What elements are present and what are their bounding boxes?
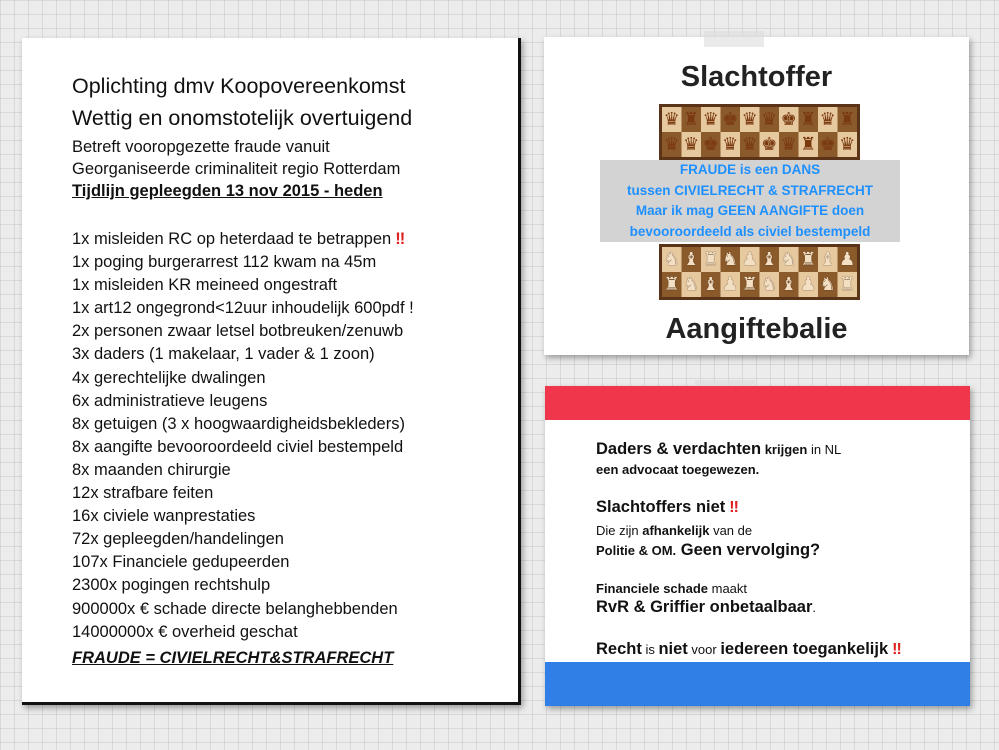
chess-piece-icon: ♛ [663,134,680,154]
chessboard-bottom [659,244,860,300]
chess-piece-icon: ♛ [722,134,739,154]
fact-item: 12x strafbare feiten [72,484,214,503]
p2-line3: Politie & OM. Geen vervolging? [596,541,821,559]
rights-poster [545,386,970,706]
p3-line1: Financiele schade maakt [596,581,748,596]
fact-item: 72x gepleegden/handelingen [72,530,284,549]
chess-piece-icon: ♜ [741,274,758,294]
fact-item: 8x maanden chirurgie [72,460,231,479]
chess-pieces-dark [662,107,857,157]
fact-item: 2300x pogingen rechtshulp [72,576,271,595]
note-title-line1: Oplichting dmv Koopovereenkomst [72,74,406,98]
chess-piece-icon: ♞ [780,249,797,269]
p4-line: Recht is niet voor iedereen toegankelijk ‼ [596,640,901,658]
chess-piece-icon: ♜ [800,134,817,154]
banner-line: bevooroordeeld als civiel bestempeld [629,223,871,239]
fact-item: 4x gerechtelijke dwalingen [72,368,266,387]
chess-piece-icon: ♟ [741,249,758,269]
fact-item: 3x daders (1 makelaar, 1 vader & 1 zoon) [72,345,375,364]
chess-piece-icon: ♞ [761,274,778,294]
banner-line: FRAUDE is een DANS [679,162,821,177]
fact-item: 16x civiele wanprestaties [72,507,256,526]
chess-piece-icon: ♚ [702,134,719,154]
chess-piece-icon: ♝ [780,274,797,294]
chess-piece-icon: ♜ [663,274,680,294]
chess-piece-icon: ♚ [780,109,797,129]
p1-line1: Daders & verdachten krijgen in NL [596,440,842,458]
chess-piece-icon: ♝ [683,249,700,269]
flag-red-stripe [545,386,970,420]
fraud-banner [600,160,900,242]
chess-piece-icon: ♛ [663,109,680,129]
exclamation-icon: ‼ [729,499,738,516]
flag-blue-stripe [545,662,970,706]
note-subtitle-line2: Georganiseerde criminaliteit regio Rotterdam [72,160,401,178]
p1-line2: een advocaat toegewezen. [596,462,760,477]
chess-piece-icon: ♜ [839,274,856,294]
chess-piece-icon: ♚ [819,134,836,154]
chess-pieces-light [662,247,857,297]
victim-poster [544,37,969,355]
chess-piece-icon: ♞ [819,274,836,294]
note-subtitle-line1: Betreft vooropgezette fraude vanuit [72,138,330,156]
fact-item: 900000x € schade directe belanghebbenden [72,599,398,618]
p3-line2: RvR & Griffier onbetaalbaar. [596,598,817,616]
chess-piece-icon: ♝ [702,274,719,294]
chess-piece-icon: ♟ [722,274,739,294]
exclamation-icon: ‼ [892,641,901,658]
chess-piece-icon: ♛ [780,134,797,154]
fact-item: 107x Financiele gedupeerden [72,553,290,572]
chessboard-top [659,104,860,160]
fact-item: 14000000x € overheid geschat [72,622,298,641]
chess-piece-icon: ♟ [800,274,817,294]
chess-piece-icon: ♞ [683,274,700,294]
fact-item: 6x administratieve leugens [72,391,268,410]
tape-strip [704,31,764,47]
chess-piece-icon: ♛ [741,109,758,129]
chess-piece-icon: ♚ [761,134,778,154]
chess-piece-icon: ♜ [800,249,817,269]
fact-item: 1x art12 ongegrond<12uur inhoudelijk 600pdf ! [72,299,414,318]
fact-item: 1x poging burgerarrest 112 kwam na 45m [72,253,377,272]
chess-piece-icon: ♛ [683,134,700,154]
fraud-summary-note [22,38,521,705]
fact-item: 2x personen zwaar letsel botbreuken/zenuwb [72,322,404,341]
note-title-line2: Wettig en onomstotelijk overtuigend [72,106,413,130]
fact-item: 8x getuigen (3 x hoogwaardigheidsbekleders) [72,414,405,433]
fact-item: 1x misleiden KR meineed ongestraft [72,276,338,295]
exclamation-icon: ‼ [395,230,405,248]
chess-piece-icon: ♞ [722,249,739,269]
chess-piece-icon: ♟ [839,249,856,269]
chess-piece-icon: ♜ [702,249,719,269]
chess-piece-icon: ♛ [761,109,778,129]
chess-piece-icon: ♜ [683,109,700,129]
chess-piece-icon: ♞ [663,249,680,269]
chess-piece-icon: ♛ [819,109,836,129]
chess-piece-icon: ♛ [741,134,758,154]
p2-line1: Slachtoffers niet ‼ [596,498,738,516]
p2-line2: Die zijn afhankelijk van de [596,523,753,538]
banner-line: tussen CIVIELRECHT & STRAFRECHT [626,182,873,198]
chess-piece-icon: ♛ [702,109,719,129]
banner-line: Maar ik mag GEEN AANGIFTE doen [635,203,865,218]
fact-item: 1x misleiden RC op heterdaad te betrappen ‼ [72,230,405,248]
note-footer: FRAUDE = CIVIELRECHT&STRAFRECHT [72,649,394,667]
fact-item: 8x aangifte bevooroordeeld civiel bestempeld [72,437,404,456]
timeline-heading: Tijdlijn gepleegden 13 nov 2015 - heden [72,182,383,200]
poster-title: Slachtoffer [680,61,833,93]
poster-bottom-title: Aangiftebalie [665,313,848,345]
chess-piece-icon: ♝ [819,249,836,269]
chess-piece-icon: ♚ [722,109,739,129]
facts-list [72,228,414,644]
chess-piece-icon: ♜ [800,109,817,129]
chess-piece-icon: ♜ [839,109,856,129]
chess-piece-icon: ♛ [839,134,856,154]
chess-piece-icon: ♝ [761,249,778,269]
